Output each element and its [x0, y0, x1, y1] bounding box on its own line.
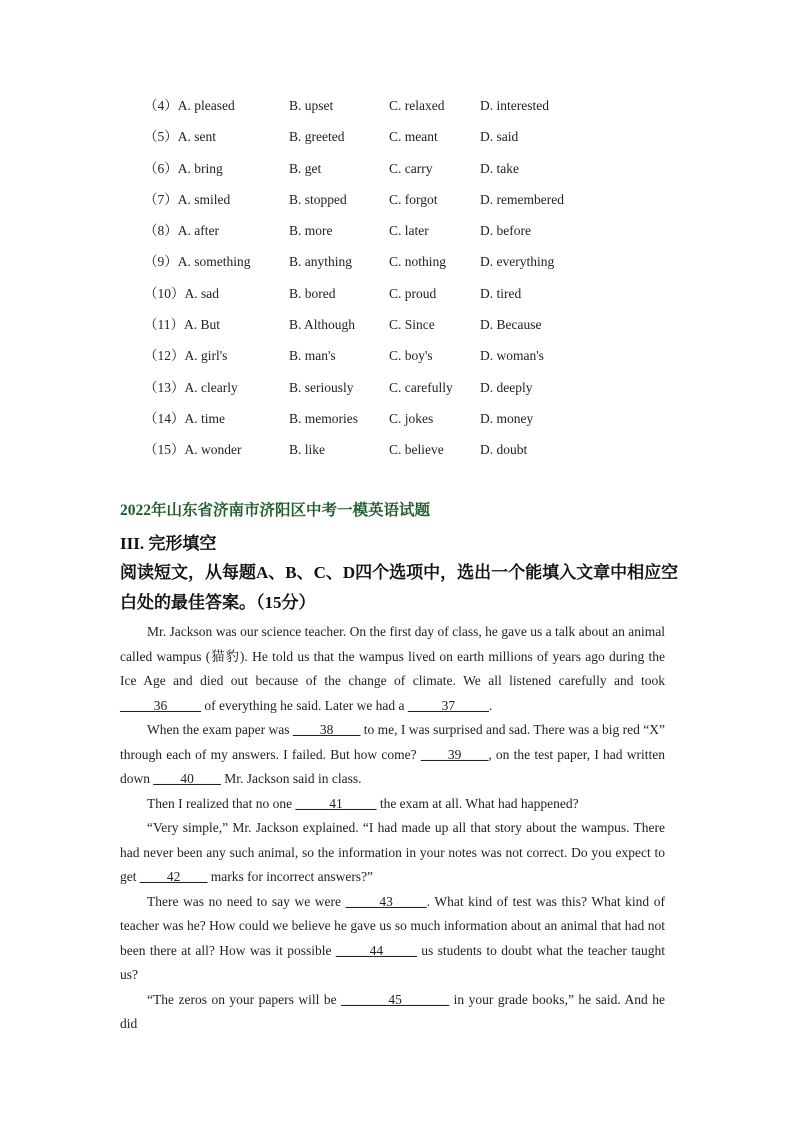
option-a: （9）A. something — [144, 254, 251, 270]
option-c: C. nothing — [389, 254, 447, 270]
option-b: B. seriously — [289, 379, 354, 395]
blank-44: _____44_____ — [335, 942, 417, 958]
option-a: （7）A. smiled — [144, 191, 231, 207]
option-b: B. man's — [289, 348, 336, 364]
option-b: B. greeted — [289, 129, 345, 145]
option-d: D. interested — [480, 98, 549, 113]
option-c: C. relaxed — [389, 98, 445, 113]
text: , on the test paper, I had written down — [120, 746, 665, 786]
option-b: B. like — [289, 442, 325, 458]
blank-38: ____38____ — [292, 722, 361, 737]
blank-42: ____42____ — [139, 869, 208, 884]
text: to me, I was surprised and sad. There was a big red “X” through each of my answers. I failed. But how come? — [120, 722, 666, 762]
option-d: D. deeply — [480, 379, 533, 395]
blank-41: _____41_____ — [295, 795, 377, 811]
option-c: C. carefully — [389, 379, 453, 395]
text: “The zeros on your papers will be — [147, 991, 342, 1007]
option-c: C. Since — [389, 317, 435, 333]
exam-title: 2022年山东省济南市济阳区中考一模英语试题 — [120, 502, 431, 519]
text: the exam at all. What had happened? — [376, 795, 579, 811]
option-d: D. everything — [480, 254, 555, 270]
text: of everything he said. Later we had a — [201, 697, 408, 713]
option-b: B. get — [289, 160, 322, 176]
option-d: D. woman's — [480, 348, 544, 364]
option-c: C. forgot — [389, 191, 438, 207]
option-d: D. before — [480, 223, 531, 239]
option-d: D. money — [480, 410, 534, 426]
text: us students to doubt what the teacher taught us? — [120, 942, 665, 982]
text: . What kind of test was this? What kind of teacher was he? How could we believe he gave us so much information about an animal that had not been there at all? How was it possible — [120, 893, 665, 958]
paragraph — [120, 620, 665, 718]
instruction-text: 阅读短文，从每题A、B、C、D四个选项中，选出一个能填入文章中相应空白处的最佳答案。（15分） — [120, 563, 679, 612]
blank-36: _____36_____ — [120, 697, 201, 713]
blank-40: ____40____ — [153, 771, 221, 786]
paragraph — [120, 816, 665, 890]
text: Mr. Jackson said in class. — [220, 771, 362, 786]
option-d: D. doubt — [480, 442, 528, 458]
text: marks for incorrect answers?” — [207, 869, 374, 884]
text: “Very simple,” Mr. Jackson explained. “I had made up all that story about the wampus. There had never been any such animal, so the information in your notes was not correct. Do you expect to get — [120, 820, 665, 884]
text: There was no need to say we were — [147, 893, 346, 909]
option-a: （15）A. wonder — [144, 442, 242, 458]
option-b: B. memories — [289, 410, 358, 426]
text: Then I realized that no one — [147, 795, 296, 811]
blank-39: ____39____ — [420, 746, 489, 762]
blank-43: _____43_____ — [345, 893, 427, 909]
option-c: C. boy's — [389, 348, 433, 364]
option-c: C. carry — [389, 160, 433, 176]
option-a: （13）A. clearly — [144, 379, 238, 395]
blank-37: _____37_____ — [407, 697, 489, 713]
option-a: （10）A. sad — [144, 285, 219, 301]
paragraph — [120, 890, 665, 988]
paragraph — [120, 988, 665, 1037]
option-b: B. bored — [289, 285, 336, 301]
option-c: C. jokes — [389, 410, 434, 426]
option-c: C. meant — [389, 129, 438, 145]
option-a: （6）A. bring — [144, 160, 223, 176]
option-a: （4）A. pleased — [144, 98, 235, 113]
option-d: D. tired — [480, 285, 522, 301]
option-c: C. proud — [389, 285, 437, 301]
option-a: （12）A. girl's — [144, 348, 228, 364]
option-b: B. more — [289, 223, 333, 239]
text: When the exam paper was — [147, 722, 293, 737]
option-b: B. anything — [289, 254, 352, 270]
option-a: （14）A. time — [144, 410, 225, 426]
section-heading: III. 完形填空 — [120, 534, 217, 553]
option-d: D. Because — [480, 317, 542, 333]
passage — [120, 620, 665, 1037]
option-d: D. said — [480, 129, 519, 145]
paragraph — [120, 792, 665, 817]
option-b: B. stopped — [289, 191, 347, 207]
option-a: （11）A. But — [144, 317, 221, 333]
text: . — [488, 697, 493, 713]
option-a: （5）A. sent — [144, 129, 216, 145]
text: in your grade books,” he said. And he did — [120, 991, 665, 1031]
paragraph — [120, 718, 665, 792]
blank-45: _______45_______ — [341, 991, 450, 1007]
option-c: C. later — [389, 223, 429, 239]
option-d: D. remembered — [480, 191, 564, 207]
option-d: D. take — [480, 160, 519, 176]
option-b: B. upset — [289, 98, 334, 113]
text: Mr. Jackson was our science teacher. On the first day of class, he gave us a talk about an animal called wampus (猫豹). He told us that the wampus lived on earth millions of years ago during the Ice Age and died out because of the change of climate. We all listened carefully and took — [120, 624, 665, 688]
option-b: B. Although — [289, 317, 356, 333]
option-c: C. believe — [389, 442, 444, 458]
option-a: （8）A. after — [144, 223, 219, 239]
